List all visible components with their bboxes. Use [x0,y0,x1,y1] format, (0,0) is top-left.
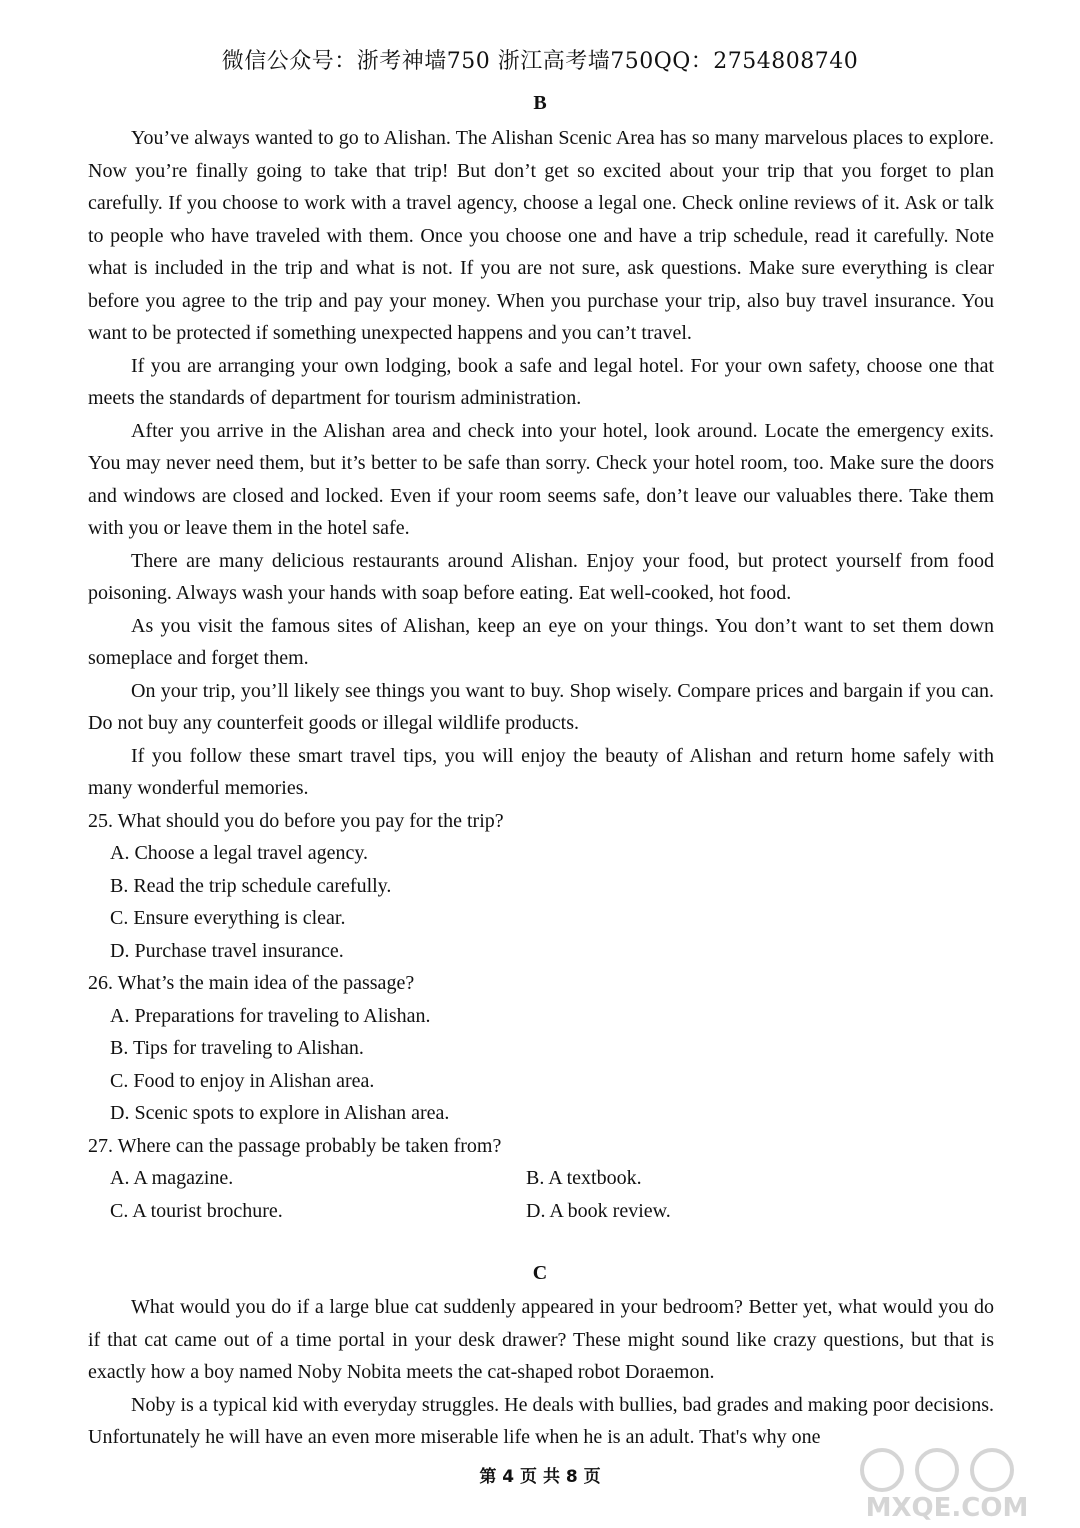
option-row [88,1162,994,1195]
passage-b-paragraph: After you arrive in the Alishan area and check into your hotel, look around. Locate the emergency exits. You may never need them, but it’s better to be safe than sorry. Check your hotel room, too. Make sure the doors and windows are closed and locked. Even if your room seems safe, don’t leave our valuables there. Take them with you or leave them in the hotel safe. [88,419,994,539]
question-25 [88,805,994,968]
passage-b-paragraph: As you visit the famous sites of Alishan, keep an eye on your things. You don’t want to set them down someplace and forget them. [88,614,994,669]
watermark-logo-icon [832,1442,1062,1522]
passage-c-paragraph: What would you do if a large blue cat suddenly appeared in your bedroom? Better yet, what would you do if that cat came out of a time portal in your desk drawer? These might sound like crazy questions, but that is exactly how a boy named Noby Nobita meets the cat-shaped robot Doraemon. [88,1296,994,1383]
watermark-text: MXQE.COM [865,1493,1029,1522]
passage-c [88,1291,994,1454]
option-d: D. A book review. [526,1199,671,1222]
option-b: B. Read the trip schedule carefully. [110,874,392,897]
option-c: C. Food to enjoy in Alishan area. [110,1069,375,1092]
passage-b-paragraph: On your trip, you’ll likely see things you want to buy. Shop wisely. Compare prices and bargain if you can. Do not buy any counterfeit goods or illegal wildlife products. [88,679,994,734]
question-27 [88,1130,994,1228]
option-a: A. A magazine. [110,1167,234,1189]
option-a: A. Preparations for traveling to Alishan. [110,1004,431,1027]
question-stem: 26. What’s the main idea of the passage? [88,972,415,994]
option-b: B. A textbook. [526,1167,642,1189]
option-d: D. Purchase travel insurance. [110,939,344,962]
passage-b-paragraph: If you follow these smart travel tips, you will enjoy the beauty of Alishan and return home safely with many wonderful memories. [88,744,994,799]
passage-b [88,122,994,1227]
question-stem: 27. Where can the passage probably be taken from? [88,1134,502,1157]
option-b: B. Tips for traveling to Alishan. [110,1037,364,1059]
option-c: C. Ensure everything is clear. [110,907,346,929]
page-number: 第 4 页 共 8 页 [479,1467,601,1487]
section-c-heading: C [532,1262,548,1284]
section-b-heading: B [533,92,547,114]
option-c: C. A tourist brochure. [110,1199,283,1222]
passage-c-paragraph: Noby is a typical kid with everyday struggles. He deals with bullies, bad grades and making poor decisions. Unfortunately he will have an even more miserable life when he is an adult. That's why one [88,1393,994,1448]
passage-b-paragraph: You’ve always wanted to go to Alishan. The Alishan Scenic Area has so many marvelous places to explore. Now you’re finally going to take that trip! But don’t get so excited about your trip that you forget to plan carefully. If you choose to work with a travel agency, choose a legal one. Check online reviews of it. Ask or talk to people who have traveled with them. Once you choose one and have a trip schedule, read it carefully. Note what is included in the trip and what is not. If you are not sure, ask questions. Make sure everything is clear before you agree to the trip and pay your money. When you purchase your trip, also buy travel insurance. You want to be protected if something unexpected happens and you can’t travel. [88,127,994,344]
page-header: 微信公众号：浙考神墙750 浙江高考墙750QQ：2754808740 [221,49,859,74]
option-d: D. Scenic spots to explore in Alishan area. [110,1102,450,1124]
question-stem: 25. What should you do before you pay for the trip? [88,809,504,832]
passage-b-paragraph: There are many delicious restaurants around Alishan. Enjoy your food, but protect yourself from food poisoning. Always wash your hands with soap before eating. Eat well-cooked, hot food. [88,549,994,604]
passage-b-paragraph: If you are arranging your own lodging, book a safe and legal hotel. For your own safety, choose one that meets the standards of department for tourism administration. [88,354,994,409]
question-26 [88,967,994,1130]
option-a: A. Choose a legal travel agency. [110,842,369,864]
option-row [88,1195,994,1228]
